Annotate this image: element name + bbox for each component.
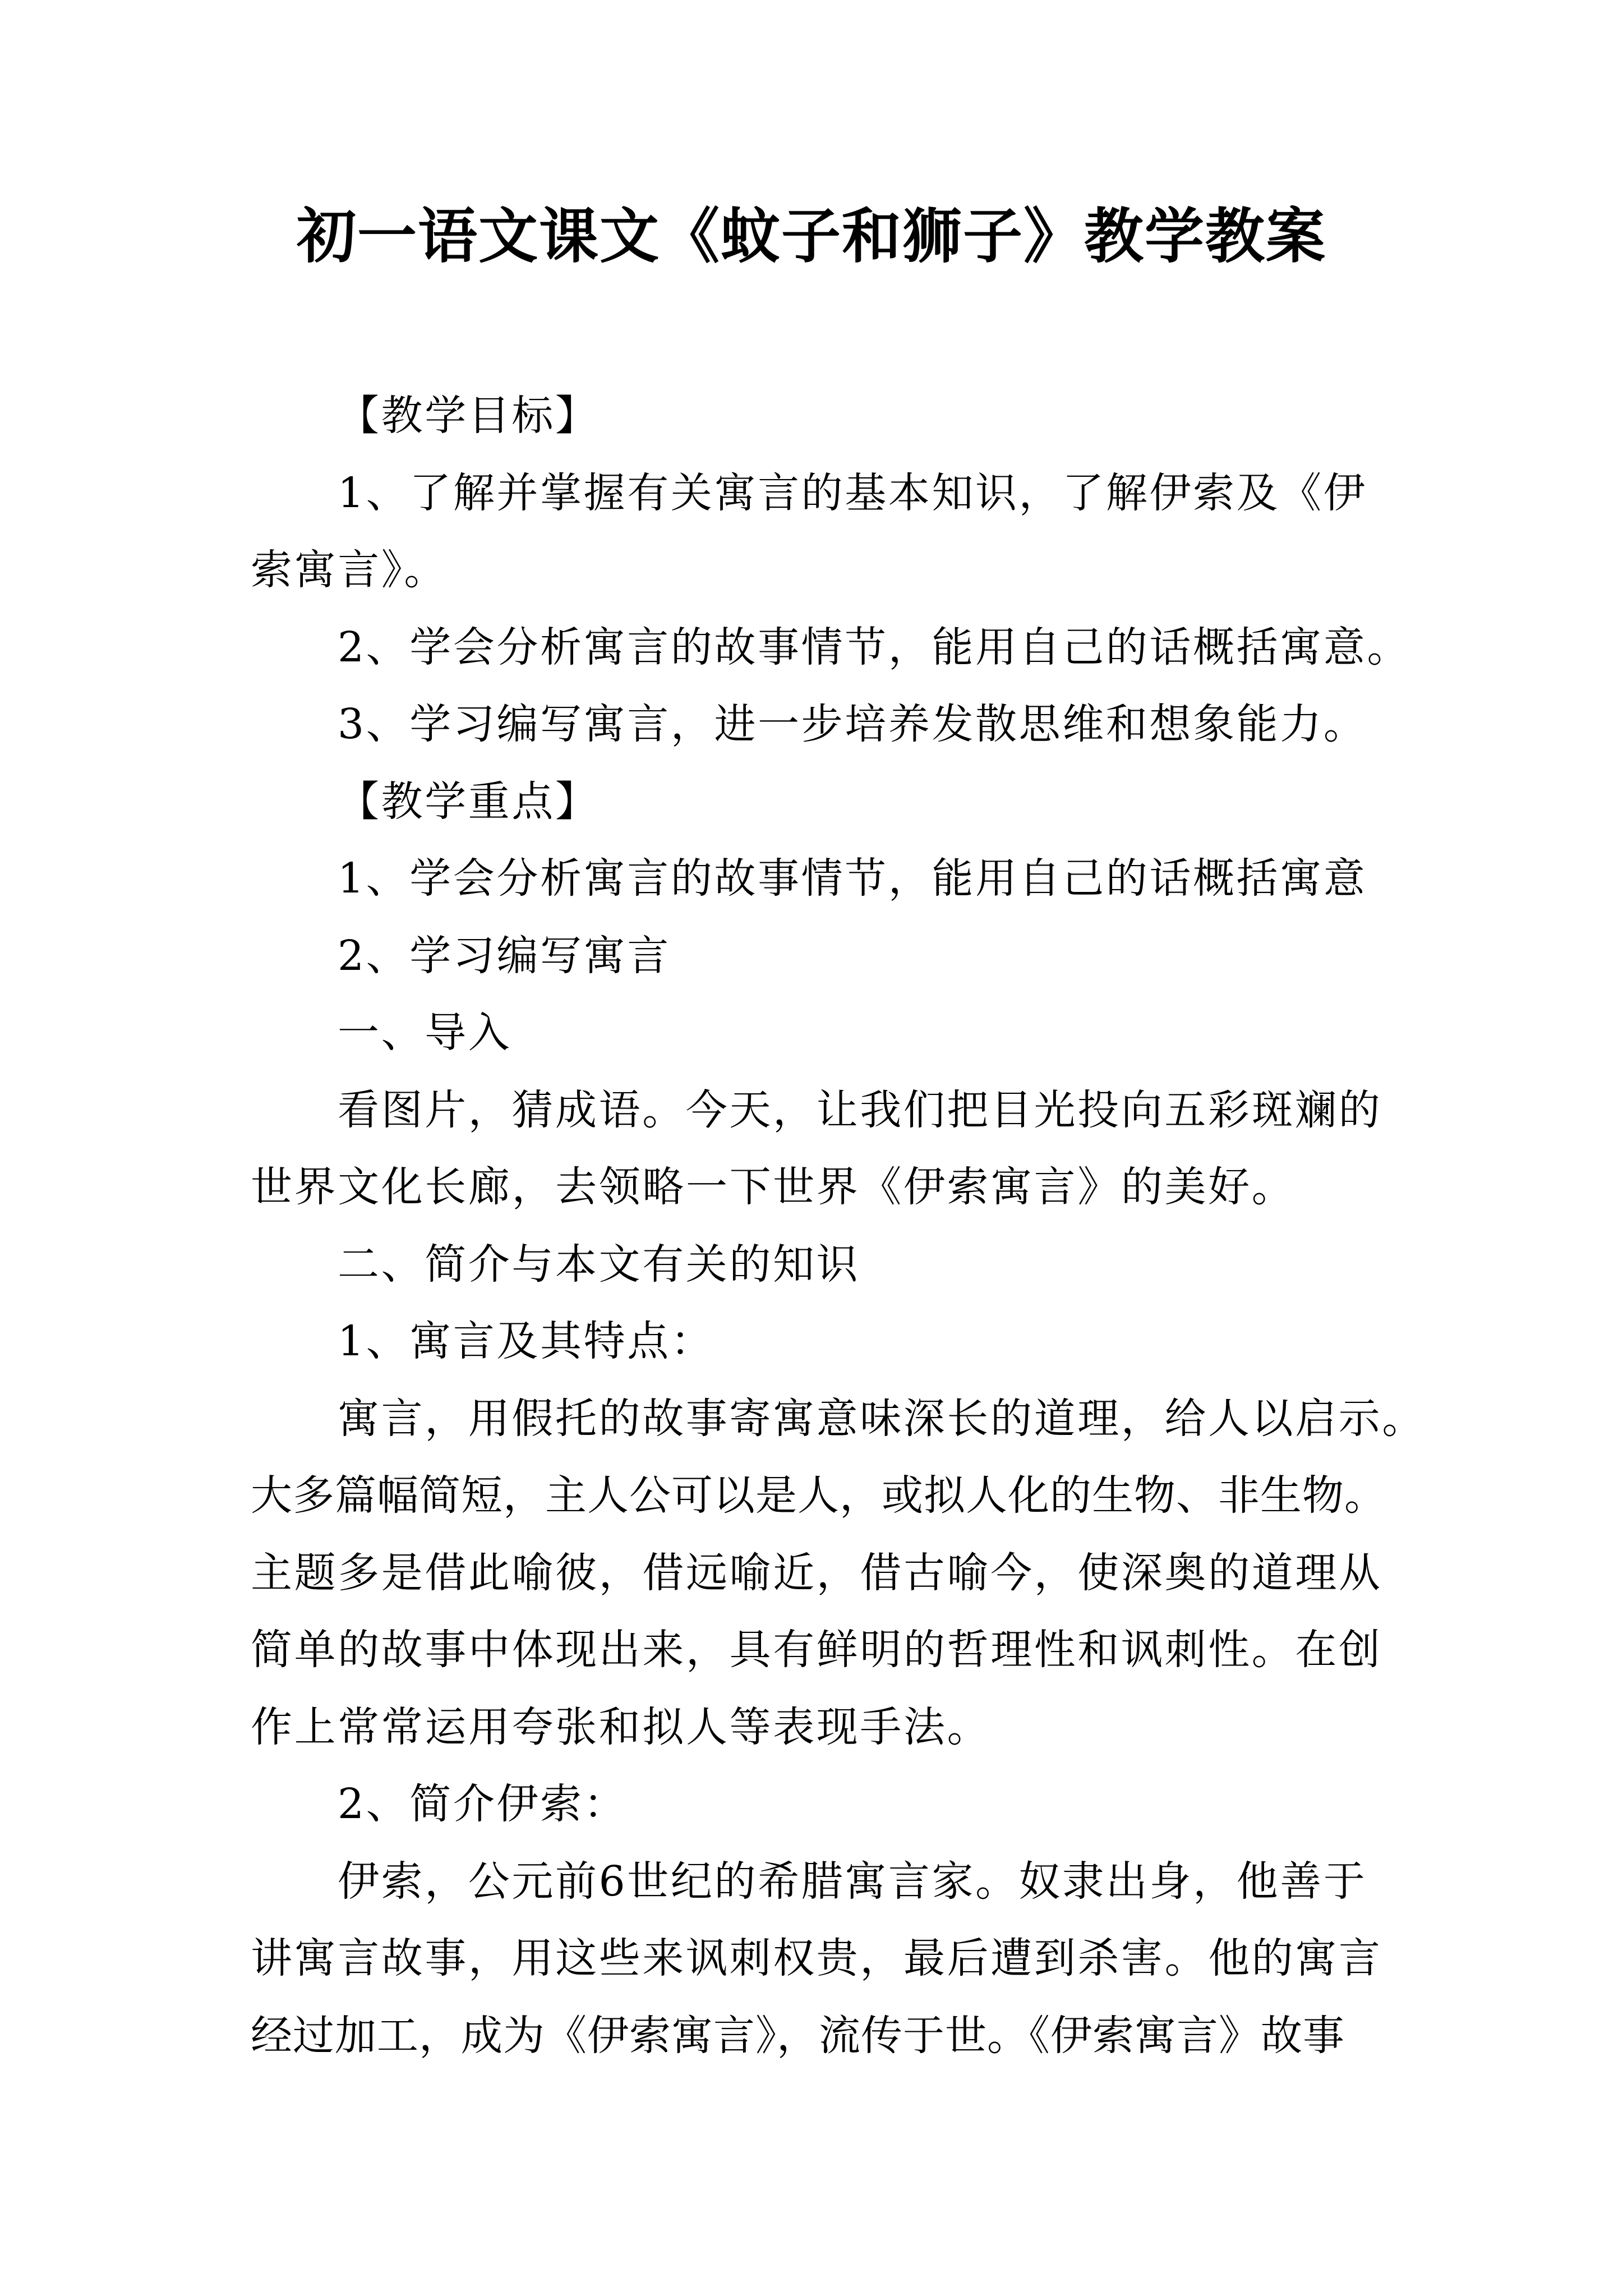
- paragraph: [251, 1843, 1484, 2075]
- paragraph: [251, 1381, 1484, 1766]
- paragraph-line: 寓言，用假托的故事寄寓意味深长的道理，给人以启示。: [338, 1394, 1426, 1443]
- paragraph-line: 一、导入: [338, 1009, 512, 1057]
- paragraph-line: 3、学习编写寓言，进一步培养发散思维和想象能力。: [338, 700, 1367, 748]
- section-heading-objectives: [251, 378, 1484, 455]
- paragraph-line: 经过加工，成为《伊索寓言》，流传于世。《伊索寓言》故事: [251, 2011, 1345, 2060]
- subheading-fable-features: [251, 1303, 1484, 1381]
- paragraph-line: 简单的故事中体现出来，具有鲜明的哲理性和讽刺性。在创: [251, 1626, 1382, 1674]
- paragraph-line: 2、简介伊索：: [338, 1780, 628, 1828]
- paragraph-line: 世界文化长廊，去领略一下世界《伊索寓言》的美好。: [251, 1163, 1295, 1211]
- paragraph-line: 大多篇幅简短，主人公可以是人，或拟人化的生物、非生物。: [251, 1471, 1386, 1520]
- paragraph-line: 作上常常运用夸张和拟人等表现手法。: [251, 1703, 991, 1751]
- paragraph-line: 讲寓言故事，用这些来讽刺权贵，最后遭到杀害。他的寓言: [251, 1934, 1382, 1982]
- document-body: [251, 378, 1484, 2074]
- paragraph-line: 索寓言》。: [251, 546, 448, 594]
- paragraph-line: 【教学目标】: [338, 392, 599, 440]
- subheading-aesop: [251, 1766, 1484, 1843]
- paragraph-line: 1、了解并掌握有关寓言的基本知识，了解伊索及《伊: [338, 468, 1367, 517]
- paragraph: [251, 609, 1484, 687]
- paragraph-line: 1、学会分析寓言的故事情节，能用自己的话概括寓意: [338, 854, 1367, 903]
- paragraph: [251, 686, 1484, 763]
- paragraph: [251, 455, 1484, 609]
- document-title: 初一语文课文《蚊子和狮子》教学教案: [297, 201, 1326, 271]
- paragraph-line: 二、简介与本文有关的知识: [338, 1240, 860, 1289]
- section-heading-introduction: [251, 995, 1484, 1072]
- paragraph-line: 1、寓言及其特点：: [338, 1317, 714, 1365]
- paragraph: [251, 840, 1484, 918]
- section-heading-background: [251, 1226, 1484, 1304]
- paragraph: [251, 918, 1484, 995]
- paragraph-line: 主题多是借此喻彼，借远喻近，借古喻今，使深奥的道理从: [251, 1548, 1382, 1597]
- paragraph-line: 2、学习编写寓言: [338, 931, 671, 980]
- paragraph-line: 看图片，猜成语。今天，让我们把目光投向五彩斑斓的: [338, 1085, 1382, 1134]
- section-heading-key-points: [251, 763, 1484, 841]
- paragraph: [251, 1072, 1484, 1226]
- paragraph-line: 【教学重点】: [338, 777, 599, 826]
- paragraph-line: 伊索，公元前6世纪的希腊寓言家。奴隶出身，他善于: [338, 1857, 1367, 1906]
- paragraph-line: 2、学会分析寓言的故事情节，能用自己的话概括寓意。: [338, 623, 1411, 671]
